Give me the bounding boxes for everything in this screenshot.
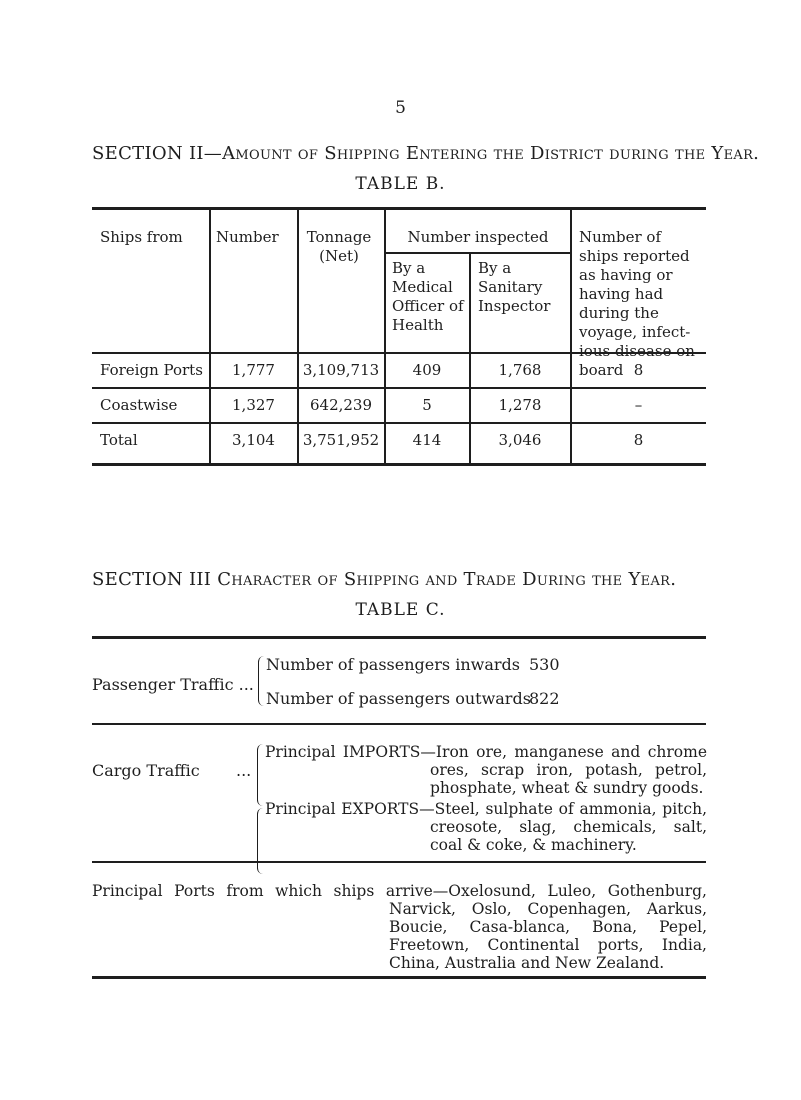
section-2-title-rest: Amount of Shipping Entering the District during the Year. [222,143,760,164]
row-coastwise-medical: 5 [422,396,432,414]
passengers-outwards-label: Number of passengers outwards [266,689,531,708]
row-foreign-ships-from: Foreign Ports [100,361,203,379]
exports-text: Steel, sulphate of ammonia, pitch, creosote, slag, chemicals, salt, coal & coke, & machinery. [430,800,707,854]
table-b-subheader-rule [385,252,571,254]
row-coastwise-ships-from: Coastwise [100,396,178,414]
table-b-top-rule [92,207,706,210]
exports-block [265,800,707,854]
table-b-title: TABLE B. [355,174,446,194]
table-b-col-divider [384,209,386,464]
row-foreign-number: 1,777 [232,361,275,379]
table-c-bottom-rule [92,976,706,979]
section-3-title [92,569,676,590]
row-coastwise-reported: – [634,396,643,414]
ports-text: Oxelosund, Luleo, Gothenburg, Narvick, Oslo, Copenhagen, Aarkus, Boucie, Casa-blanca, Bona, Pepel, Freetown, Continental ports, India, China, Australia and New Zealand. [389,882,707,972]
imports-brace [257,744,263,806]
header-number: Number [216,228,279,246]
passengers-inwards-label: Number of passengers inwards [266,655,520,674]
ports-block [92,882,707,972]
section-3-title-rest: Character of Shipping and Trade During the Year. [217,569,677,590]
table-b-row-rule [92,387,706,389]
table-b-col-divider [570,209,572,464]
page-number: 5 [395,98,406,118]
table-c-mid-rule-2 [92,861,706,863]
row-foreign-medical: 409 [412,361,442,379]
table-b-bottom-rule [92,463,706,466]
section-2-title [92,143,759,164]
imports-text: Iron ore, manganese and chrome ores, scrap iron, potash, petrol, phosphate, wheat & sundry goods. [430,743,707,797]
row-total-tonnage: 3,751,952 [302,431,380,449]
exports-label: Principal EXPORTS— [265,800,435,818]
row-foreign-reported: 8 [633,361,644,379]
row-total-number: 3,104 [232,431,275,449]
passenger-traffic-label: Passenger Traffic ... [92,675,254,694]
cargo-traffic-dots: ... [236,761,252,780]
header-ships-from: Ships from [100,228,183,246]
row-total-reported: 8 [633,431,644,449]
cargo-traffic-label: Cargo Traffic [92,761,200,780]
header-ships-reported: Number of ships reported as having or having had during the voyage, infect-ious disease on board [579,228,695,379]
section-2-title-prefix: SECTION II— [92,143,223,164]
table-b-col-divider [297,209,299,464]
row-foreign-sanitary: 1,768 [498,361,542,379]
row-total-medical: 414 [412,431,442,449]
passengers-outwards-value: 822 [529,689,560,708]
row-foreign-tonnage: 3,109,713 [302,361,380,379]
table-b-col-divider [209,209,211,464]
header-number-inspected: Number inspected [407,228,549,246]
row-coastwise-tonnage: 642,239 [309,396,373,414]
passenger-brace [258,656,264,706]
row-total-ships-from: Total [100,431,138,449]
row-total-sanitary: 3,046 [498,431,542,449]
row-coastwise-sanitary: 1,278 [498,396,542,414]
imports-label: Principal IMPORTS— [265,743,436,761]
section-3-title-prefix: SECTION III [92,569,218,590]
table-c-title: TABLE C. [355,600,446,620]
passengers-inwards-value: 530 [529,655,560,674]
imports-block [265,743,707,797]
header-by-medical-officer: By a Medical Officer of Health [392,259,464,334]
header-tonnage: Tonnage (Net) [306,228,372,265]
exports-brace [257,808,263,874]
header-by-sanitary-inspector: By a Sanitary Inspector [478,259,551,315]
table-c-mid-rule [92,723,706,725]
table-c-top-rule [92,636,706,639]
ports-label: Principal Ports from which ships arrive— [92,882,449,900]
row-coastwise-number: 1,327 [232,396,275,414]
table-b-row-rule [92,422,706,424]
